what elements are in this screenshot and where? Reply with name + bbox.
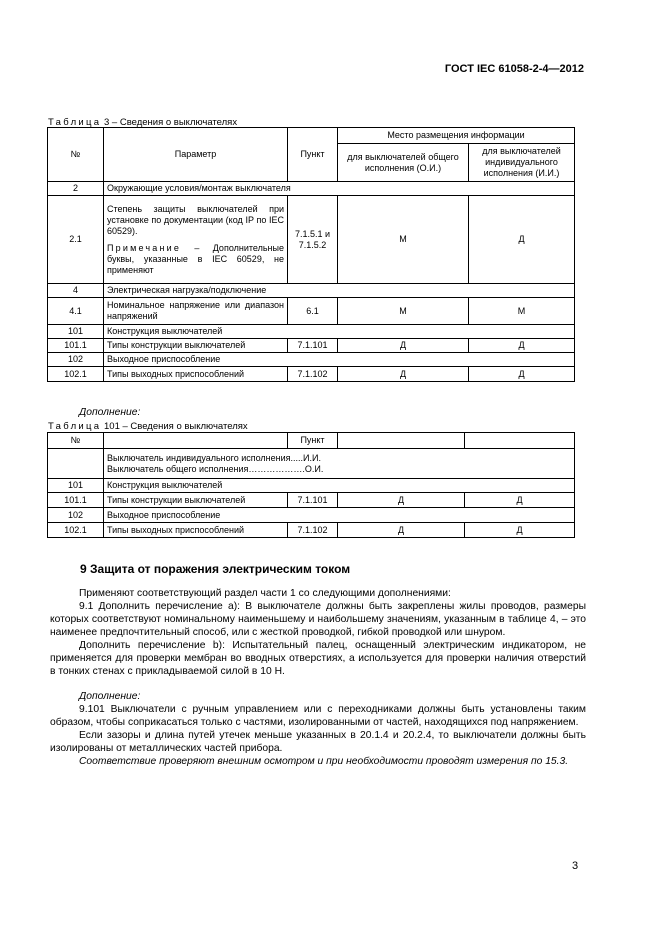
paragraph-b: Дополнить перечисление b): Испытательный палец, оснащенный электрическим индикатором, не применяется для проверки мембран во вводных отверстиях, а используется для проверки наличия отверстий в тонких стенах с прикладываемой силой в 10 Н.	[50, 640, 586, 677]
table101-legend	[104, 449, 575, 479]
addition-label: Дополнение:	[79, 407, 141, 418]
table3-cell: Типы конструкции выключателей	[104, 339, 288, 353]
table101-cell	[48, 449, 104, 479]
table3-cell: Д	[338, 367, 469, 382]
table3-cell: 101	[48, 325, 104, 339]
table101-header-blank	[338, 433, 465, 449]
legend-line: Выключатель индивидуального исполнения.....И.И.	[107, 452, 321, 463]
table3-caption-title: 3 – Сведения о выключателях	[101, 117, 238, 128]
page-number: 3	[572, 860, 579, 872]
table3-cell: Типы выходных приспособлений	[104, 367, 288, 382]
table101-header-blank	[465, 433, 575, 449]
table3-caption-label: Таблица	[48, 117, 102, 128]
table101-cell: Д	[338, 493, 465, 508]
table3-cell: Выходное приспособление	[104, 353, 575, 367]
table101-cell: 102.1	[48, 523, 104, 538]
table101-cell: Д	[465, 493, 575, 508]
table3	[47, 127, 575, 382]
paragraph-9-1: 9.1 Дополнить перечисление a): В выключателе должны быть закреплены жилы проводов, размеры которых соответствуют номинальному наименьшему и наибольшему значениям, указанным в таблице 4, – это наименее предпочтительный способ, или с жесткой проводкой, гибкой проводкой или шнуром.	[50, 601, 586, 638]
table101-caption-title: 101 – Сведения о выключателях	[101, 421, 248, 432]
table3-cell: Д	[469, 367, 575, 382]
table3-cell: Окружающие условия/монтаж выключателя	[104, 182, 575, 196]
table101-caption-label: Таблица	[48, 421, 102, 432]
table101-header-blank	[104, 433, 288, 449]
table3-cell: 2.1	[48, 196, 104, 284]
table3-cell: Конструкция выключателей	[104, 325, 575, 339]
table3-cell: Номинальное напряжение или диапазон напряжений	[104, 298, 288, 325]
table3-cell: Д	[469, 339, 575, 353]
table3-cell: 102.1	[48, 367, 104, 382]
table3-cell: 102	[48, 353, 104, 367]
table3-cell: Электрическая нагрузка/подключение	[104, 284, 575, 298]
table3-cell	[104, 196, 288, 284]
table3-header-place: Место размещения информации	[338, 128, 575, 144]
paragraph-clearance: Если зазоры и длина путей утечек меньше указанных в 20.1.4 и 20.2.4, то выключатели должны быть изолированы от металлических частей прибора.	[50, 730, 586, 754]
table101-cell: Выходное приспособление	[104, 508, 575, 523]
table3-cell: 4.1	[48, 298, 104, 325]
paragraph-9-101: 9.101 Выключатели с ручным управлением или с переходниками должны быть установлены таким образом, чтобы соприкасаться только с частями, изолированными от частей, находящихся под напряжением.	[50, 704, 586, 728]
table3-cell: Д	[469, 196, 575, 284]
table101-cell: 7.1.102	[288, 523, 338, 538]
table101-header-punkt: Пункт	[288, 433, 338, 449]
table3-cell-text: Степень защиты выключателей при установке по документации (код IP по IEC 60529).	[107, 203, 284, 236]
table3-header-individual: для выключателей индивидуального исполнения (И.И.)	[469, 144, 575, 182]
table3-cell: М	[469, 298, 575, 325]
table3-cell: 7.1.102	[288, 367, 338, 382]
table101-header-num: №	[48, 433, 104, 449]
table101-cell: 102	[48, 508, 104, 523]
table3-cell: 101.1	[48, 339, 104, 353]
table3-cell: 6.1	[288, 298, 338, 325]
table3-cell: 7.1.5.1 и 7.1.5.2	[288, 196, 338, 284]
section-title: 9 Защита от поражения электрическим током	[80, 562, 351, 576]
table101-cell: Конструкция выключателей	[104, 479, 575, 493]
note-text: – Дополнительные буквы, указанные в IEC 60529, не применяют	[107, 242, 284, 275]
table101-cell: Типы выходных приспособлений	[104, 523, 288, 538]
document-header: ГОСТ IEC 61058-2-4—2012	[444, 63, 584, 75]
table3-header-num: №	[48, 128, 104, 182]
table3-cell: 4	[48, 284, 104, 298]
note-label: Примечание	[107, 242, 182, 253]
legend-line: Выключатель общего исполнения……………….О.И.	[107, 463, 324, 474]
section-text-block	[50, 600, 586, 768]
paragraph-compliance: Соответствие проверяют внешним осмотром и при необходимости проводят измерения по 15.3.	[79, 756, 569, 767]
table3-cell: 7.1.101	[288, 339, 338, 353]
table3-header-punkt: Пункт	[288, 128, 338, 182]
table101	[47, 432, 575, 538]
table3-header-param: Параметр	[104, 128, 288, 182]
table101-cell: 7.1.101	[288, 493, 338, 508]
table101-cell: Д	[465, 523, 575, 538]
table101-cell: 101.1	[48, 493, 104, 508]
table101-caption	[48, 421, 248, 432]
section-body	[79, 587, 586, 600]
table101-cell: 101	[48, 479, 104, 493]
table3-header-general: для выключателей общего исполнения (О.И.)	[338, 144, 469, 182]
table3-cell: М	[338, 196, 469, 284]
addition-label: Дополнение:	[79, 691, 141, 702]
table3-cell: 2	[48, 182, 104, 196]
table101-cell: Типы конструкции выключателей	[104, 493, 288, 508]
paragraph: Применяют соответствующий раздел части 1 со следующими дополнениями:	[79, 588, 451, 599]
table3-cell: Д	[338, 339, 469, 353]
table3-cell: М	[338, 298, 469, 325]
table101-cell: Д	[338, 523, 465, 538]
